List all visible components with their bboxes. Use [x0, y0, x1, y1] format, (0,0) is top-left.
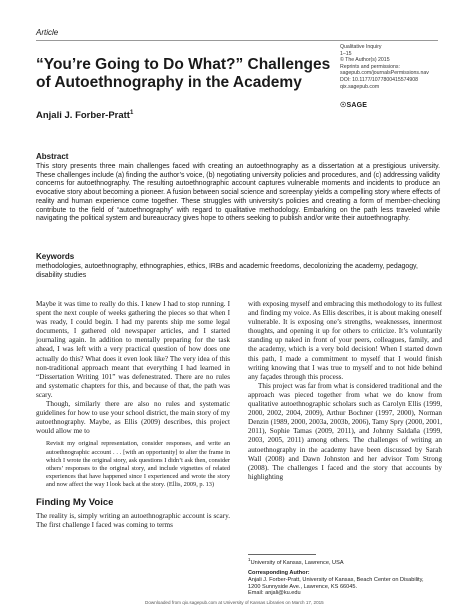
corresponding-line: 1200 Sunnyside Ave., Lawrence, KS 66045. [248, 583, 358, 590]
doi[interactable]: DOI: 10.1177/1077800415574908 [340, 76, 419, 83]
body-paragraph: This project was far from what is considered traditional and the approach was pieced together from what we do know from qualitative autoethnographic scholars such as Carolyn Ellis (1999, 2000, 2002, 2004, 2009), Arthur Bochner (1997, 2000), Norman Denzin (1989, 2000, 2003a, 2003b, 2006), Tamy Spry (2000, 2001, 2011), Sophie Tamas (2009, 2011), and Johnny Saldaña (1999, 2003, 2005, 2011) among others. The challenges of writing an autoethnography in the academy have been discussed by Sarah Wall (2008) and Dawn Johnston and her advisor Tom Strong (2008). The challenges I faced and the story that accounts by highlighting [248, 381, 442, 481]
keywords-heading: Keywords [36, 252, 75, 261]
sage-logo-mark-icon: ☉ [340, 102, 347, 109]
body-column-left [36, 300, 230, 530]
copyright: © The Author(s) 2015 [340, 57, 390, 64]
corresponding-email[interactable]: Email: anjali@ku.edu [248, 590, 301, 597]
section-heading: Finding My Voice [36, 496, 114, 508]
paper-title: “You’re Going to Do What?” Challenges of Autoethnography in the Academy [36, 56, 331, 91]
permissions-link[interactable]: sagepub.com/journalsPermissions.nav [340, 70, 429, 77]
block-quote: Revisit my original representation, consider responses, and write an autoethnographic account . . . [with an opportunity] to alter the frame in which I wrote the original story, ask questions I didn’t ask then, consider others’ responses to the original story, and include vignettes of related experiences that have happened since I experienced and wrote the story and now affect the way I look back at the story. (Ellis, 2009, p. 13) [46, 440, 230, 489]
header-rule [36, 40, 438, 41]
body-paragraph: The reality is, simply writing an autoethnographic account is scary. The first challenge I faced was coming to terms [36, 511, 230, 529]
sage-logo: ☉SAGE [340, 102, 368, 109]
body-paragraph: Though, similarly there are also no rules and systematic guidelines for how to use your school district, the main story of my autoethnography. Maybe, as Ellis (2009) describes, this project would allow me to [36, 400, 230, 436]
journal-url[interactable]: qix.sagepub.com [340, 83, 380, 90]
body-column-right [248, 300, 442, 482]
download-note: Downloaded from qix.sagepub.com at University of Kansas Libraries on March 17, 2015 [145, 600, 324, 605]
journal-name: Qualitative Inquiry [340, 44, 382, 50]
footnote [248, 557, 442, 597]
body-paragraph: Maybe it was time to really do this. I knew I had to stop running. I spent the next couple of weeks gathering the pieces so that when I was ready, I could begin. I had my parents ship me some legal documents, I gathered old newspaper articles, and I started journaling again. In addition to mentally preparing for the task ahead, I was left with a very practical question of how does one actually do this? What does it even look like? The very idea of this non-traditional approach meant that everything I had learned in “Dissertation Writing 101” was defenestrated. There are no rules and systematic chapters for this, and because of that, the path was scary. [36, 300, 230, 399]
page-range: 1–15 [340, 50, 352, 57]
author-affiliation-mark: 1 [129, 110, 134, 116]
affiliation-note: $^1$University of Kansas, Lawrence, USA [248, 557, 344, 566]
corresponding-line: Anjali J. Forber-Pratt, University of Kansas, Beach Center on Disability, [248, 576, 424, 583]
footnote-rule [248, 554, 316, 555]
abstract-text: This story presents three main challenges faced with creating an autoethnography as a dissertation at a prestigious university. These challenges include (a) finding the author’s voice, (b) negotiating university policies and procedures, and (c) addressing validity concerns for autoethnography. The resulting autoethnographic account captures vulnerable moments and incidents to produce an evocative story about becoming a pioneer. A fusion between social science and screenplay yields a compelling story where effects of reality and human experience come together. These struggles with university’s policies and creating a form of member-checking contribute to the field of “autoethnography” with regard to qualitative methodology. Embarking on the path less traveled while navigating the political system and bureaucracy gives hope to others seeking to publish and/or write their autoethnography. [36, 163, 440, 223]
author-name: Anjali J. Forber-Pratt$^1$ [36, 110, 134, 122]
journal-meta [340, 44, 450, 90]
article-type-label: Article [36, 28, 59, 37]
corresponding-heading: Corresponding Author: [248, 569, 310, 576]
body-paragraph: with exposing myself and embracing this methodology to its fullest and finding my voice. As Ellis describes, it is about making oneself vulnerable. It is exposing one’s strengths, weaknesses, innermost thoughts, and opening it up for others to criticize. It’s voluntarily standing up naked in front of your peers, colleagues, family, and the academy, which is a very bold decision! When I started down this path, I made a commitment to myself that I would finish writing knowing that I was true to myself and to not hide behind any façades through this process. [248, 300, 442, 381]
keywords-text: methodologies, autoethnography, ethnographies, ethics, IRBs and academic freedoms, decolonizing the academy, pedagogy, disability studies [36, 263, 418, 279]
abstract-heading: Abstract [36, 152, 69, 161]
reprints-label: Reprints and permissions: [340, 63, 400, 70]
